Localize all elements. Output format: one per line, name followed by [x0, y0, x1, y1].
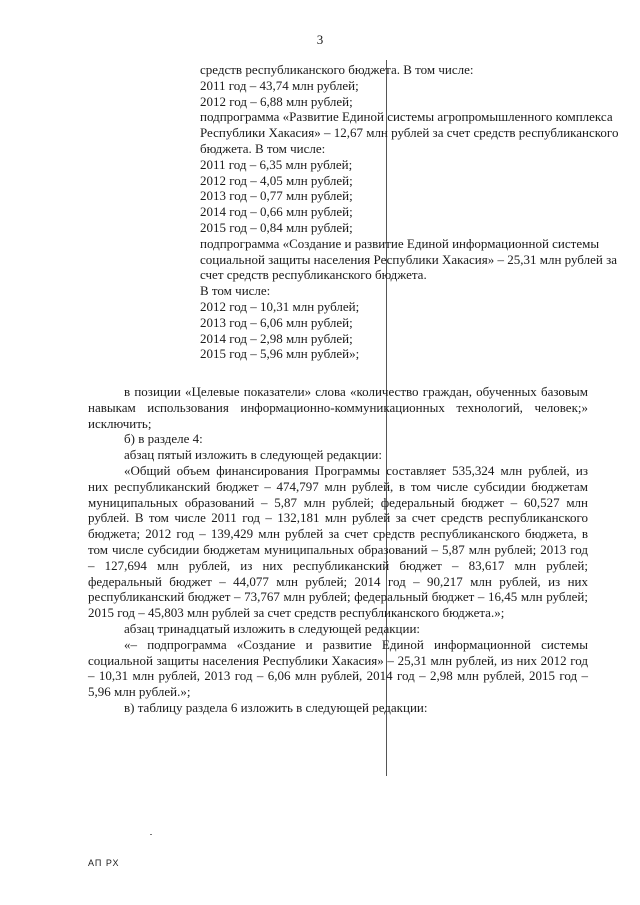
paragraph: в) таблицу раздела 6 изложить в следующей редакции:	[124, 699, 428, 715]
text-line: 2012 год – 10,31 млн рублей;	[200, 298, 360, 314]
text-line: 2013 год – 6,06 млн рублей;	[200, 314, 353, 330]
paragraph: абзац тринадцатый изложить в следующей редакции:	[124, 620, 421, 636]
footer-code: АП РХ	[88, 858, 120, 868]
text-line: 2015 год – 5,96 млн рублей»;	[200, 346, 360, 362]
text-line: 2012 год – 4,05 млн рублей;	[200, 172, 353, 188]
text-line: 2011 год – 6,35 млн рублей;	[200, 156, 353, 172]
text-line: 2011 год – 43,74 млн рублей;	[200, 77, 359, 93]
paragraph: в позиции «Целевые показатели» слова «количество граждан, обученных базовым навыкам использования информационно-коммуникационных технологий, человек;» исключить;	[88, 384, 588, 431]
text-line: средств республиканского бюджета. В том числе:	[200, 62, 474, 77]
passport-table-cell	[200, 62, 620, 362]
page-number: 3	[316, 32, 324, 47]
text-line: 2014 год – 0,66 млн рублей;	[200, 204, 353, 220]
paragraph: «– подпрограмма «Создание и развитие Единой информационной системы социальной защиты населения Республики Хакасия» – 25,31 млн рублей, из них 2012 год – 10,31 млн рублей, 2013 год – 6,06 млн рублей, 2014 год – 2,98 млн рублей, 2015 год – 5,96 млн рублей.»;	[88, 636, 588, 700]
text-line: 2013 год – 0,77 млн рублей;	[200, 188, 353, 204]
text-paragraph: подпрограмма «Развитие Единой системы агропромышленного комплекса Республики Хакасия» – 12,67 млн рублей за счет средств республиканского бюджета. В том числе:	[200, 109, 619, 156]
text-line: В том числе:	[200, 283, 271, 299]
paragraph: «Общий объем финансирования Программы составляет 535,324 млн рублей, из них республиканский бюджет – 474,797 млн рублей, в том числе субсидии бюджетам муниципальных образований – 5,87 млн рублей; федеральный бюджет – 60,527 млн рублей. В том числе 2011 год – 132,181 млн рублей за счет средств республиканского бюджета; 2012 год – 139,429 млн рублей за счет средств республиканского бюджета, в том числе субсидии бюджетам муниципальных образований – 5,87 млн рублей; 2013 год – 127,694 млн рублей, из них республиканский бюджет – 83,617 млн рублей; федеральный бюджет – 44,077 млн рублей; 2014 год – 90,217 млн рублей, из них республиканский бюджет – 73,767 млн рублей; федеральный бюджет – 16,45 млн рублей; 2015 год – 45,803 млн рублей за счет средств республиканского бюджета.»;	[88, 462, 588, 621]
text-line: 2014 год – 2,98 млн рублей;	[200, 330, 353, 346]
paragraph: б) в разделе 4:	[124, 431, 203, 447]
text-line: 2015 год – 0,84 млн рублей;	[200, 219, 353, 235]
paragraph: абзац пятый изложить в следующей редакции:	[124, 447, 382, 463]
scan-mark	[150, 834, 152, 835]
text-paragraph: подпрограмма «Создание и развитие Единой информационной системы социальной защиты населения Республики Хакасия» – 25,31 млн рублей за счет средств республиканского бюджета.	[200, 235, 617, 283]
document-body	[88, 384, 588, 716]
text-line: 2012 год – 6,88 млн рублей;	[200, 93, 353, 109]
